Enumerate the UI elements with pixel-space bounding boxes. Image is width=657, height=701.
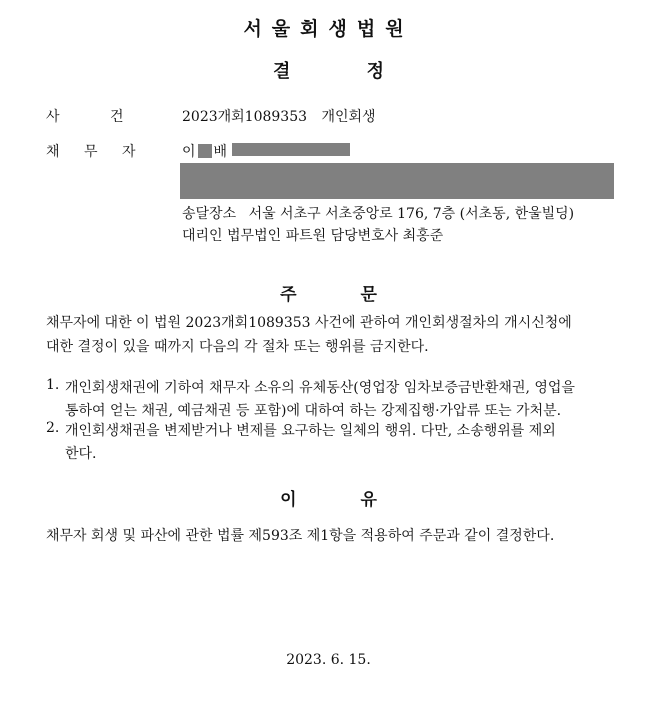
order-item-number: 2.: [46, 420, 60, 436]
order-item-line2: 통하여 얻는 채권, 예금채권 등 포함)에 대하여 하는 강제집행·가압류 또는 가처분.: [65, 403, 562, 419]
reason-title: [0, 485, 657, 510]
order-title-right: 문: [360, 285, 377, 305]
reason-title-right: 유: [360, 490, 377, 510]
order-item-line1: 개인회생채권을 변제받거나 변제를 요구하는 일체의 행위. 다만, 소송행위를 제외: [65, 423, 556, 439]
agent-line: 대리인 법무법인 파트원 담당변호사 최홍준: [182, 228, 444, 244]
decision-date: 2023. 6. 15.: [286, 652, 371, 668]
order-title: [0, 280, 657, 305]
order-item-number: 1.: [46, 377, 60, 393]
order-item: [65, 420, 617, 466]
debtor-label: 채 무 자: [46, 144, 136, 160]
debtor-name: [182, 141, 227, 161]
debtor-name-first: 이: [182, 144, 196, 160]
order-paragraph: [46, 311, 618, 359]
service-address-text: 서울 서초구 서초중앙로 176, 7층 (서초동, 한울빌딩): [248, 206, 575, 222]
case-type: 개인회생: [321, 109, 376, 125]
case-value: [182, 106, 376, 126]
service-address: [182, 202, 574, 226]
redacted-name-detail: [232, 143, 350, 156]
court-name: 서울회생법원: [243, 18, 414, 40]
debtor-name-last: 배: [213, 144, 228, 160]
reason-title-left: 이: [280, 490, 297, 510]
service-label: 송달장소: [182, 206, 237, 222]
order-item-line2: 한다.: [65, 446, 97, 462]
redaction-mark: [198, 144, 212, 158]
order-item-line1: 개인회생채권에 기하여 채무자 소유의 유체동산(영업장 임차보증금반환채권, 영업을: [65, 380, 575, 396]
order-title-left: 주: [280, 285, 297, 305]
case-number: 2023개회1089353: [182, 109, 308, 125]
document-title-right: 정: [366, 61, 385, 82]
order-paragraph-line1: 채무자에 대한 이 법원 2023개회1089353 사건에 관하여 개인회생절차의 개시신청에: [46, 315, 572, 331]
redacted-address-block: [180, 163, 614, 199]
order-item: [65, 377, 617, 423]
reason-text: 채무자 회생 및 파산에 관한 법률 제593조 제1항을 적용하여 주문과 같이 결정한다.: [46, 528, 555, 544]
order-paragraph-line2: 대한 결정이 있을 때까지 다음의 각 절차 또는 행위를 금지한다.: [46, 339, 429, 355]
document-title: [0, 57, 657, 83]
document-title-left: 결: [272, 61, 291, 82]
case-label: 사 건: [46, 109, 124, 125]
